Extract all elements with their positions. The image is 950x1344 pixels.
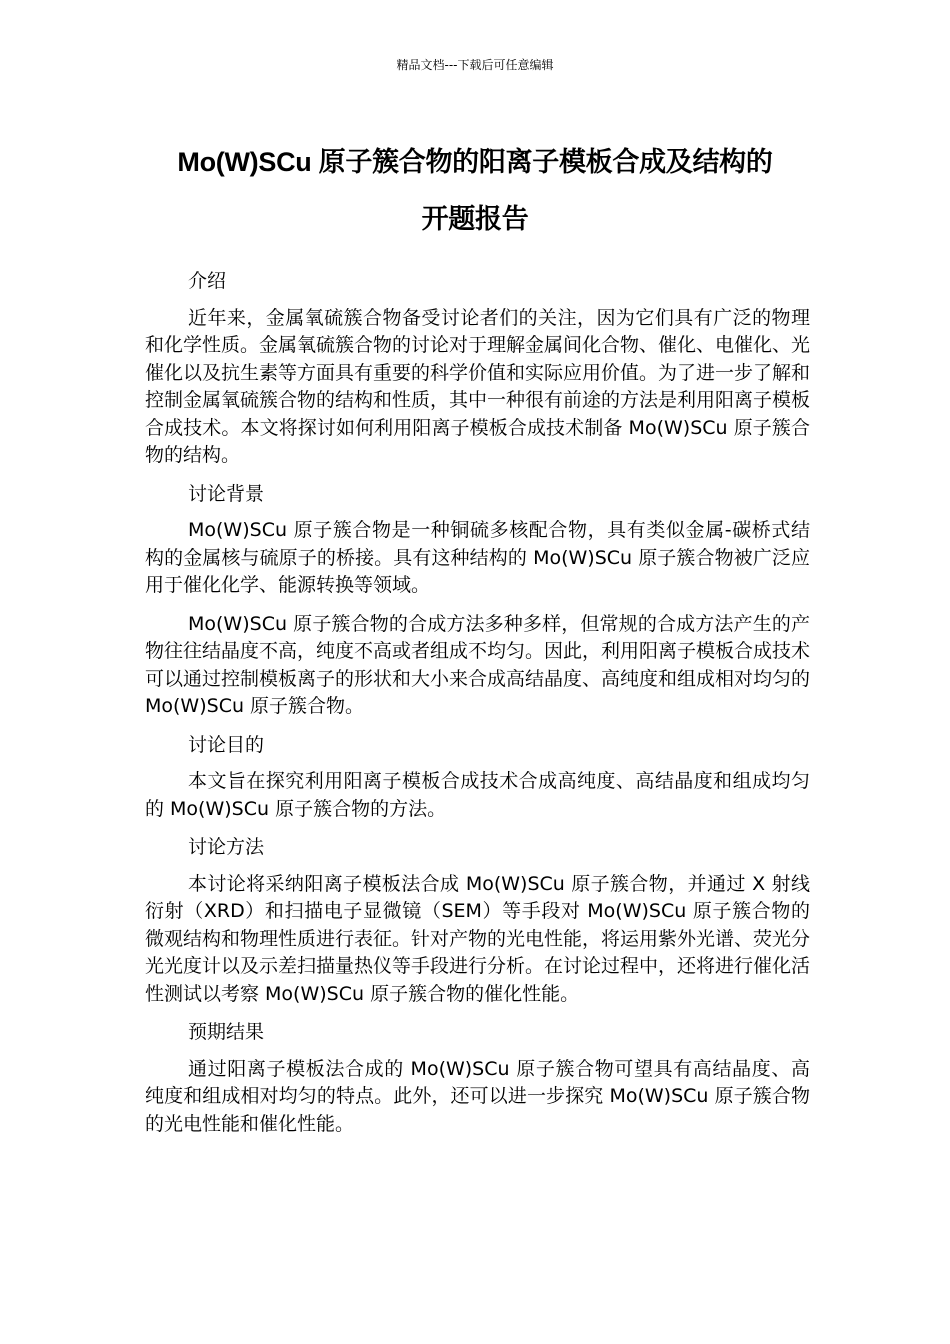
title-line-1: Mo(W)SCu 原子簇合物的阳离子模板合成及结构的 (177, 147, 773, 177)
paragraph-intro: 近年来，金属氧硫簇合物备受讨论者们的关注，因为它们具有广泛的物理和化学性质。金属氧硫簇合物的讨论对于理解金属间化合物、催化、电催化、光催化以及抗生素等方面具有重要的科学价值和实际应用价值。为了进一步了解和控制金属氧硫簇合物的结构和性质，其中一种很有前途的方法是利用阳离子模板合成技术。本文将探讨如何利用阳离子模板合成技术制备 Mo(W)SCu 原子簇合物的结构。 (145, 306, 811, 466)
paragraph-background-1: Mo(W)SCu 原子簇合物是一种铜硫多核配合物，具有类似金属-碳桥式结构的金属核与硫原子的桥接。具有这种结构的 Mo(W)SCu 原子簇合物被广泛应用于催化化学、能源转换等领域。 (145, 519, 810, 596)
document-body (145, 268, 810, 1149)
paragraph-method: 本讨论将采纳阳离子模板法合成 Mo(W)SCu 原子簇合物，并通过 X 射线衍射（XRD）和扫描电子显微镜（SEM）等手段对 Mo(W)SCu 原子簇合物的微观结构和物理性质进行表征。针对产物的光电性能，将运用紫外光谱、荧光分光光度计以及示差扫描量热仪等手段进行分析。在讨论过程中，还将进行催化活性测试以考察 Mo(W)SCu 原子簇合物的催化性能。 (145, 872, 811, 1005)
section-heading-purpose: 讨论目的 (188, 733, 265, 756)
section-heading-method: 讨论方法 (188, 836, 265, 858)
paragraph-purpose: 本文旨在探究利用阳离子模板合成技术合成高纯度、高结晶度和组成均匀的 Mo(W)SCu 原子簇合物的方法。 (145, 770, 810, 820)
section-heading-intro: 介绍 (188, 270, 227, 292)
title-line-2: 开题报告 (421, 204, 529, 234)
paragraph-results: 通过阳离子模板法合成的 Mo(W)SCu 原子簇合物可望具有高结晶度、高纯度和组成相对均匀的特点。此外，还可以进一步探究 Mo(W)SCu 原子簇合物的光电性能和催化性能。 (145, 1057, 810, 1135)
page-header: 精品文档---下载后可任意编辑 (396, 58, 554, 72)
section-heading-results: 预期结果 (188, 1021, 265, 1043)
paragraph-background-2: Mo(W)SCu 原子簇合物的合成方法多种多样，但常规的合成方法产生的产物往往结晶度不高，纯度不高或者组成不均匀。因此，利用阳离子模板合成技术可以通过控制模板离子的形状和大小来合成高结晶度、高纯度和组成相对均匀的 Mo(W)SCu 原子簇合物。 (145, 612, 811, 717)
section-heading-background: 讨论背景 (188, 482, 265, 505)
document-title (145, 134, 805, 248)
